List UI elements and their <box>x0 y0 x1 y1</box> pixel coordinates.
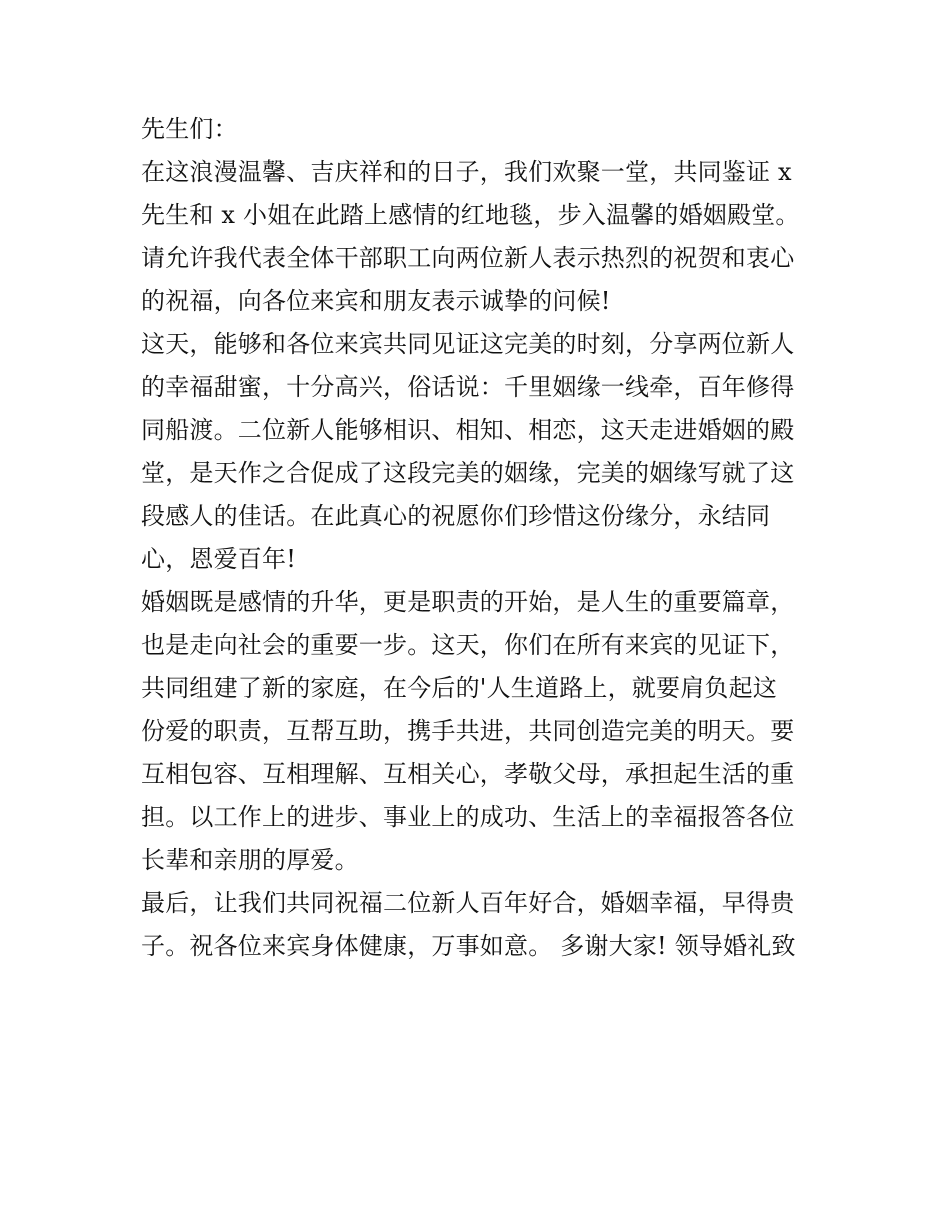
text-line: 段感人的佳话。在此真心的祝愿你们珍惜这份缘分，永结同 <box>141 502 771 530</box>
text-line: 最后，让我们共同祝福二位新人百年好合，婚姻幸福，早得贵 <box>141 889 795 917</box>
text-line: 长辈和亲朋的厚爱。 <box>141 846 359 874</box>
text-line: 在这浪漫温馨、吉庆祥和的日子，我们欢聚一堂，共同鉴证 x <box>141 158 792 186</box>
text-line: 共同组建了新的家庭，在今后的'人生道路上，就要肩负起这 <box>141 674 777 702</box>
text-line: 先生们： <box>141 115 238 143</box>
text-line: 心，恩爱百年! <box>141 545 297 573</box>
text-line: 同船渡。二位新人能够相识、相知、相恋，这天走进婚姻的殿 <box>141 416 795 444</box>
text-line: 婚姻既是感情的升华，更是职责的开始，是人生的重要篇章， <box>141 588 795 616</box>
text-line: 这天，能够和各位来宾共同见证这完美的时刻，分享两位新人 <box>141 330 795 358</box>
text-line: 的祝福，向各位来宾和朋友表示诚挚的问候! <box>141 287 611 315</box>
text-line: 担。以工作上的进步、事业上的成功、生活上的幸福报答各位 <box>141 803 795 831</box>
speech-text <box>141 108 821 968</box>
text-line: 的幸福甜蜜，十分高兴，俗话说：千里姻缘一线牵，百年修得 <box>141 373 795 401</box>
text-line: 也是走向社会的重要一步。这天，你们在所有来宾的见证下， <box>141 631 795 659</box>
text-line: 先生和 x 小姐在此踏上感情的红地毯，步入温馨的婚姻殿堂。 <box>141 201 800 229</box>
text-line: 份爱的职责，互帮互助，携手共进，共同创造完美的明天。要 <box>141 717 795 745</box>
text-line: 互相包容、互相理解、互相关心，孝敬父母，承担起生活的重 <box>141 760 795 788</box>
text-line: 子。祝各位来宾身体健康，万事如意。 多谢大家! 领导婚礼致 <box>141 932 796 960</box>
text-line: 请允许我代表全体干部职工向两位新人表示热烈的祝贺和衷心 <box>141 244 795 272</box>
text-line: 堂，是天作之合促成了这段完美的姻缘，完美的姻缘写就了这 <box>141 459 795 487</box>
